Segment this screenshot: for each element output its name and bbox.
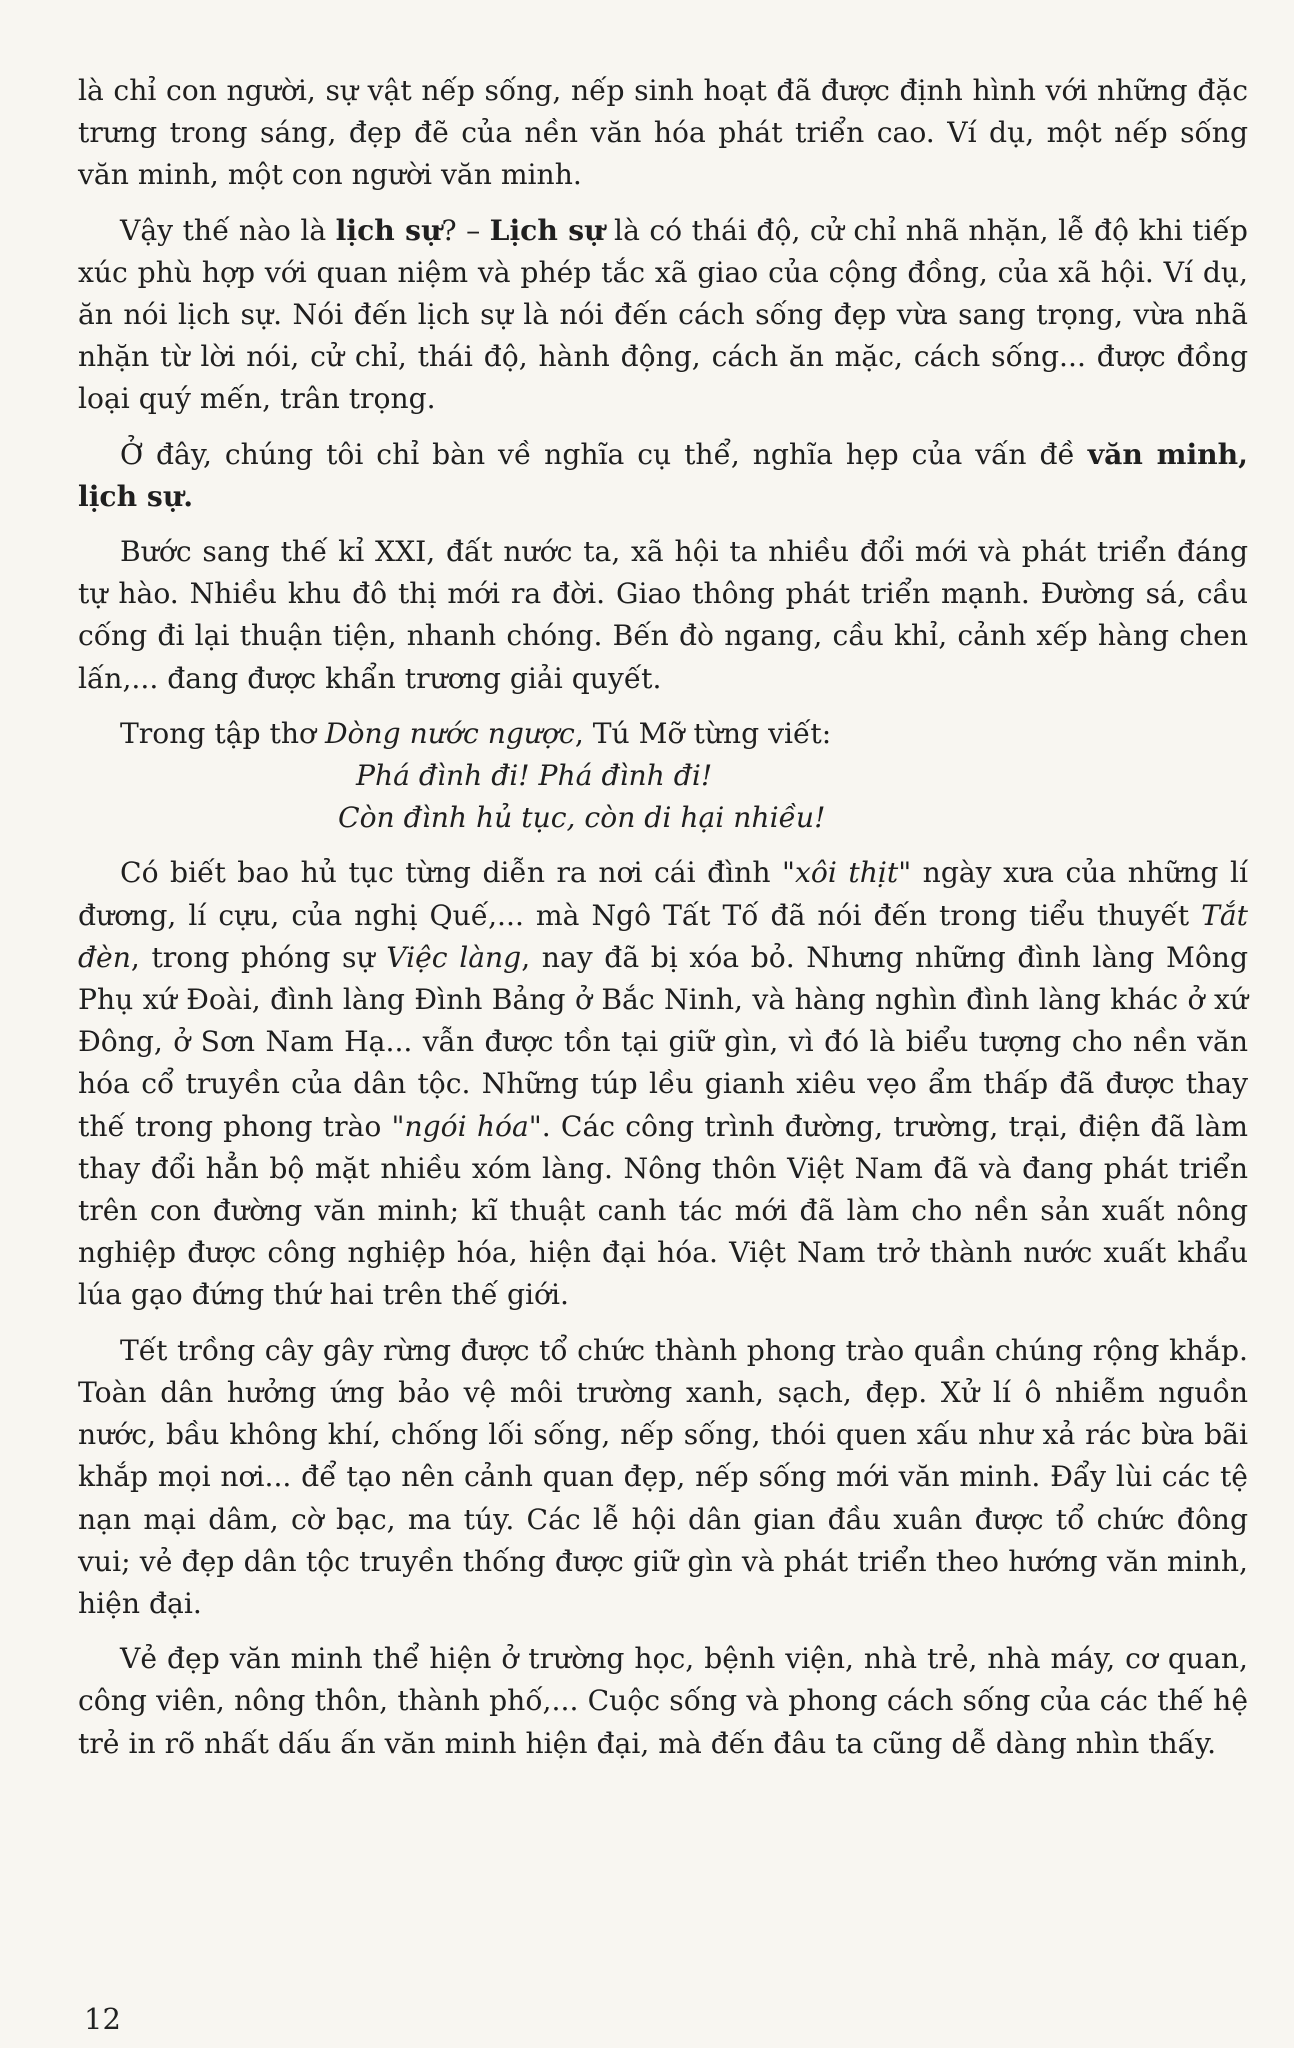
paragraph-4-text-b: , Tú Mỡ từng viết: <box>574 716 832 750</box>
paragraph-2 <box>78 434 1248 518</box>
paragraph-3 <box>78 531 1248 700</box>
poem-line-1: Phá đình đi! Phá đình đi! <box>356 759 713 793</box>
paragraph-5-i1: "xôi thịt" <box>782 856 912 890</box>
paragraph-1-rest: là có thái độ, cử chỉ nhã nhặn, lễ độ khi tiếp xúc phù hợp với quan niệm và phép tắc xã giao của cộng đồng, của xã hội. Ví dụ, ăn nói lịch sự. Nói đến lịch sự là nói đến cách sống đẹp vừa sang trọng, vừa nhã nhặn từ lời nói, cử chỉ, thái độ, hành động, cách ăn mặc, cách sống... được đồng loại quý mến, trân trọng. <box>78 213 1248 416</box>
poem-quote <box>78 755 1248 839</box>
reportage-title-viec-lang: Việc làng <box>386 940 522 974</box>
paragraph-0 <box>78 70 1248 197</box>
paragraph-5-t5: . Các công trình đường, trường, trại, điện đã làm thay đổi hẳn bộ mặt nhiều xóm làng. Nông thôn Việt Nam đã và đang phát triển trên con đường văn minh; kĩ thuật canh tác mới đã làm cho nền sản xuất nông nghiệp được công nghiệp hóa, hiện đại hóa. Việt Nam trở thành nước xuất khẩu lúa gạo đứng thứ hai trên thế giới. <box>78 1109 1248 1312</box>
poem-line-2: Còn đình hủ tục, còn di hại nhiều! <box>338 801 826 835</box>
paragraph-0-line-2: đặc trưng trong sáng, đẹp đẽ của nền văn hóa phát triển cao. Ví dụ, một nếp <box>78 74 1248 150</box>
book-title-dong-nuoc-nguoc: Dòng nước ngược <box>324 716 575 750</box>
paragraph-5-t3: , trong phóng sự <box>130 940 387 974</box>
term-lich-su: lịch sự <box>335 213 442 247</box>
paragraph-4 <box>78 713 1248 755</box>
paragraph-3-text: Bước sang thế kỉ XXI, đất nước ta, xã hội ta nhiều đổi mới và phát triển đáng tự hào. Nhiều khu đô thị mới ra đời. Giao thông phát triển mạnh. Đường sá, cầu cống đi lại thuận tiện, nhanh chóng. Bến đò ngang, cầu khỉ, cảnh xếp hàng chen lấn,... đang được khẩn trương giải quyết. <box>78 535 1248 695</box>
paragraph-5-t4: , nay đã bị xóa bỏ. Nhưng những đình làng Mông Phụ xứ Đoài, đình làng Đình Bảng ở Bắc Ninh, và hàng nghìn đình làng khác ở xứ Đông, ở Sơn Nam Hạ... vẫn được tồn tại giữ gìn, vì đó là biểu tượng cho nền văn hóa cổ truyền của dân tộc. Những túp lều gianh xiêu vẹo ẩm thấp đã được thay thế trong phong trào <box>78 940 1248 1143</box>
paragraph-6-text: Tết trồng cây gây rừng được tổ chức thành phong trào quần chúng rộng khắp. Toàn dân hưởng ứng bảo vệ môi trường xanh, sạch, đẹp. Xử lí ô nhiễm nguồn nước, bầu không khí, chống lối sống, nếp sống, thói quen xấu như xả rác bừa bãi khắp mọi nơi... để tạo nên cảnh quan đẹp, nếp sống mới văn minh. Đẩy lùi các tệ nạn mại dâm, cờ bạc, ma túy. Các lễ hội dân gian đầu xuân được tổ chức đông vui; vẻ đẹp dân tộc truyền thống được giữ gìn và phát triển theo hướng văn minh, hiện đại. <box>78 1333 1248 1620</box>
paragraph-5 <box>78 852 1248 1316</box>
paragraph-1-lead-a: Vậy thế nào là <box>120 213 336 247</box>
paragraph-0-line-1: là chỉ con người, sự vật nếp sống, nếp sinh hoạt đã được định hình với những <box>78 74 1198 107</box>
paragraph-1 <box>78 210 1248 421</box>
page-number: 12 <box>84 2002 121 2036</box>
paragraph-1-lead-b: ? – <box>441 213 490 247</box>
paragraph-5-i4: "ngói hóa" <box>391 1109 542 1143</box>
paragraph-2-bold: văn minh, lịch sự. <box>78 437 1248 513</box>
paragraph-5-t2: ngày xưa của những lí đương, lí cựu, của nghị Quế,... mà Ngô Tất Tố đã nói đến trong tiểu thuyết <box>78 856 1248 932</box>
paragraph-5-t1: Có biết bao hủ tục từng diễn ra nơi cái đình <box>120 856 782 890</box>
paragraph-7-text: Vẻ đẹp văn minh thể hiện ở trường học, bệnh viện, nhà trẻ, nhà máy, cơ quan, công viên, nông thôn, thành phố,... Cuộc sống và phong cách sống của các thế hệ trẻ in rõ nhất dấu ấn văn minh hiện đại, mà đến đâu ta cũng dễ dàng nhìn thấy. <box>78 1642 1248 1760</box>
body-text <box>78 70 1248 1765</box>
paragraph-2-text: Ở đây, chúng tôi chỉ bàn về nghĩa cụ thể, nghĩa hẹp của vấn đề <box>120 437 1088 471</box>
paragraph-4-text-a: Trong tập thơ <box>120 716 325 750</box>
paragraph-7 <box>78 1638 1248 1765</box>
novel-title-tat-den: Tắt đèn <box>78 898 1248 974</box>
paragraph-6 <box>78 1330 1248 1625</box>
paragraph-0-line-3: sống văn minh, một con người văn minh. <box>78 116 1248 192</box>
term-lich-su-definition: Lịch sự <box>489 213 605 247</box>
